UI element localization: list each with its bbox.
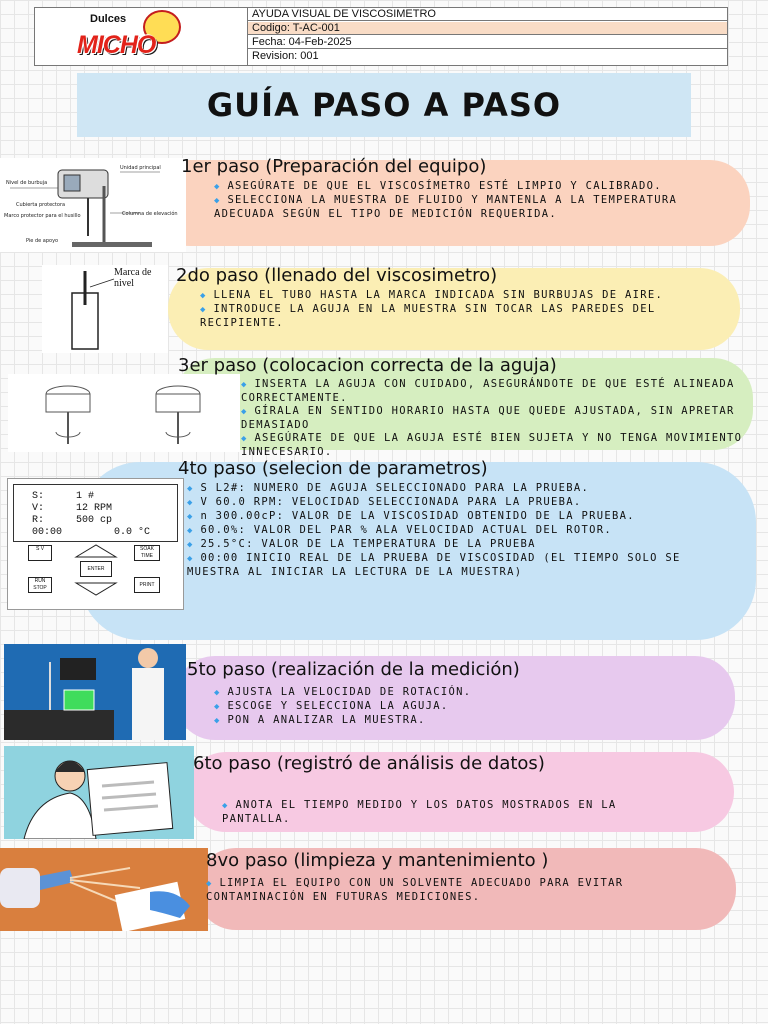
display-time: 00:00 [32, 527, 63, 538]
viscometer-diagram [0, 158, 186, 252]
svg-text:Unidad principal: Unidad principal [120, 165, 161, 171]
step1-bullets: ◆ ASEGÚRATE DE QUE EL VISCOSÍMETRO ESTÉ LIMPIO Y CALIBRADO. ◆ SELECCIONA LA MUESTRA DE FLUIDO Y MANTENLA A LA TEMPERATURA ADECUADA SEGÚN EL TIPO DE MEDICIÓN REQUERIDA. [214, 180, 685, 220]
logo-word: MICHO [77, 31, 156, 59]
display-r-value: 500 cp [76, 515, 113, 526]
step5-bullets: ◆ AJUSTA LA VELOCIDAD DE ROTACIÓN. ◆ ESCOGE Y SELECCIONA LA AGUJA. ◆ PON A ANALIZAR LA MUESTRA. [214, 686, 472, 726]
step3-title: 3er paso (colocacion correcta de la aguja) [178, 355, 557, 376]
sv-key[interactable]: S V [28, 545, 52, 561]
display-v-value: 12 RPM [76, 503, 113, 514]
bullet-icon: ◆ [241, 434, 255, 444]
bullet-icon: ◆ [214, 688, 228, 698]
bullet-icon: ◆ [206, 879, 220, 889]
bullet-icon: ◆ [214, 702, 228, 712]
display-s-value: 1 # [76, 491, 95, 502]
bullet-icon: ◆ [222, 801, 236, 811]
svg-text:Marco protector para el husill: Marco protector para el husillo [4, 213, 81, 219]
svg-text:Nivel de burbuja: Nivel de burbuja [6, 180, 48, 186]
display-s-label: S: [32, 491, 45, 502]
step2-bullets: ◆ LLENA EL TUBO HASTA LA MARCA INDICADA SIN BURBUJAS DE AIRE. ◆ INTRODUCE LA AGUJA EN LA MUESTRA SIN TOCAR LAS PAREDES DEL RECIPIENTE. [200, 289, 664, 329]
display-v-label: V: [32, 503, 45, 514]
bullet-icon: ◆ [200, 305, 214, 315]
bullet-icon: ◆ [187, 484, 201, 494]
soak-time-key[interactable]: SOAK TIME [134, 545, 160, 561]
bullet-icon: ◆ [187, 512, 201, 522]
step3-bullets: ◆ INSERTA LA AGUJA CON CUIDADO, ASEGURÁNDOTE DE QUE ESTÉ ALINEADA CORRECTAMENTE. ◆ GÍRALA EN SENTIDO HORARIO HASTA QUE QUEDE AJUSTADA, SIN APRETAR DEMASIADO ◆ ASEGÚRATE DE QUE LA AGUJA ESTÉ BIEN SUJETA Y NO TENGA MOVIMIENTO INNECESARIO. [241, 378, 750, 458]
step2-title: 2do paso (llenado del viscosimetro) [176, 265, 498, 286]
lab-measurement-illustration [4, 644, 186, 740]
step1-title: 1er paso (Preparación del equipo) [181, 156, 487, 177]
step6-title: 6to paso (registró de análisis de datos) [193, 753, 545, 774]
step4-bullets: ◆ S L2#: NUMERO DE AGUJA SELECCIONADO PARA LA PRUEBA. ◆ V 60.0 RPM: VELOCIDAD SELECCIONADA PARA LA PRUEBA. ◆ n 300.00cP: VALOR DE LA VISCOSIDAD OBTENIDO DE LA PRUEBA. ◆ 60.0%: VALOR DEL PAR % ALA VELOCIDAD ACTUAL DEL ROTOR. ◆ 25.5°C: VALOR DE LA TEMPERATURA DE LA PRUEBA ◆ 00:00 INICIO REAL DE LA PRUEBA DE VISCOSIDAD (EL TIEMPO SOLO SE MUESTRA AL INICIAR LA LECTURA DE LA MUESTRA) [187, 482, 689, 578]
bullet-icon: ◆ [241, 407, 255, 417]
data-record-illustration [4, 746, 194, 839]
display-r-label: R: [32, 515, 45, 526]
display-temp: 0.0 °C [114, 527, 151, 538]
step5-title: 5to paso (realización de la medición) [187, 659, 520, 680]
svg-text:Cubierta protectora: Cubierta protectora [16, 202, 66, 208]
company-logo [35, 8, 248, 65]
bullet-icon: ◆ [187, 540, 201, 550]
step8-bullets: ◆ LIMPIA EL EQUIPO CON UN SOLVENTE ADECUADO PARA EVITAR CONTAMINACIÓN EN FUTURAS MEDICIONES. [206, 877, 632, 903]
print-key[interactable]: PRINT [134, 577, 160, 593]
svg-text:Pie de apoyo: Pie de apoyo [26, 238, 59, 244]
bullet-icon: ◆ [187, 498, 201, 508]
page-title: GUÍA PASO A PASO [206, 86, 562, 124]
enter-key[interactable]: ENTER [80, 561, 112, 577]
document-header [34, 7, 728, 66]
bullet-icon: ◆ [241, 380, 255, 390]
header-date: Fecha: 04-Feb-2025 [248, 36, 727, 49]
header-doc-title: AYUDA VISUAL DE VISCOSIMETRO [248, 8, 727, 21]
level-mark-illustration [42, 265, 168, 353]
header-code: Codigo: T-AC-001 [248, 22, 727, 35]
svg-text:Columna de elevación: Columna de elevación [122, 211, 178, 217]
viscometer-control-panel [7, 478, 184, 610]
step8-title: 8vo paso (limpieza y mantenimiento ) [206, 850, 549, 871]
cleaning-illustration [0, 848, 208, 931]
bullet-icon: ◆ [200, 291, 214, 301]
run-stop-key[interactable]: RUN STOP [28, 577, 52, 593]
level-mark-label: Marca de nivel [114, 267, 152, 289]
bullet-icon: ◆ [214, 716, 228, 726]
logo-top-text: Dulces [90, 13, 127, 25]
needle-coupling-diagram [8, 374, 240, 452]
bullet-icon: ◆ [187, 526, 201, 536]
header-revision: Revision: 001 [252, 50, 319, 62]
bullet-icon: ◆ [214, 182, 228, 192]
bullet-icon: ◆ [187, 554, 201, 564]
step4-title: 4to paso (selecion de parametros) [178, 458, 488, 479]
step6-bullets: ◆ ANOTA EL TIEMPO MEDIDO Y LOS DATOS MOSTRADOS EN LA PANTALLA. [222, 799, 625, 825]
bullet-icon: ◆ [214, 196, 228, 206]
